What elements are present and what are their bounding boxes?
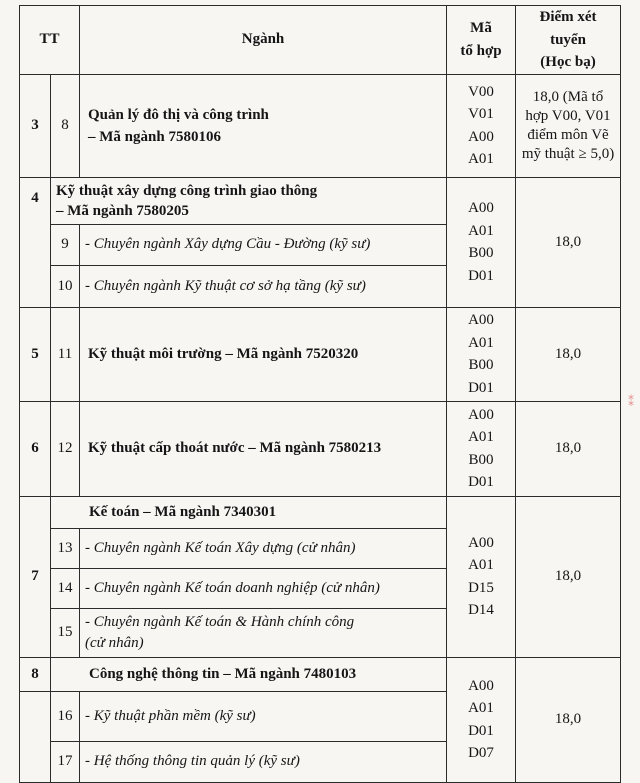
admission-score: 18,0 (Mã tổ hợp V00, V01 điểm môn Vẽ mỹ thuật ≥ 5,0) xyxy=(516,74,621,177)
row-stt: 10 xyxy=(51,265,80,307)
major-title: Kỹ thuật môi trường – Mã ngành 7520320 xyxy=(80,307,447,401)
row-tt: 6 xyxy=(20,401,51,496)
row-tt: 4 xyxy=(20,177,51,307)
specialization-label: - Kỹ thuật phần mềm (kỹ sư) xyxy=(80,691,447,741)
row-tt: 5 xyxy=(20,307,51,401)
header-tt: TT xyxy=(20,6,80,75)
row-stt: 17 xyxy=(51,741,80,782)
row-stt: 15 xyxy=(51,608,80,657)
specialization-label: - Hệ thống thông tin quản lý (kỹ sư) xyxy=(80,741,447,782)
header-nganh: Ngành xyxy=(80,6,447,75)
margin-handwritten-mark: ⁑ xyxy=(624,395,638,409)
admission-score: 18,0 xyxy=(516,307,621,401)
row-tt: 7 xyxy=(20,496,51,657)
subject-codes: V00 V01 A00 A01 xyxy=(447,74,516,177)
specialization-label: - Chuyên ngành Kế toán & Hành chính công (cử nhân) xyxy=(80,608,447,657)
row-stt: 12 xyxy=(51,401,80,496)
row-stt: 16 xyxy=(51,691,80,741)
specialization-label: - Chuyên ngành Kế toán doanh nghiệp (cử nhân) xyxy=(80,568,447,608)
row-tt: 3 xyxy=(20,74,51,177)
admission-score: 18,0 xyxy=(516,496,621,657)
row-tt: 8 xyxy=(20,657,51,691)
subject-codes: A00 A01 B00 D01 xyxy=(447,401,516,496)
table-row xyxy=(20,496,621,528)
table-row xyxy=(20,74,621,177)
table-row xyxy=(20,177,621,224)
admission-table xyxy=(19,5,621,783)
row-stt: 11 xyxy=(51,307,80,401)
subject-codes: A00 A01 B00 D01 xyxy=(447,307,516,401)
header-ma-to-hop: Mã tổ hợp xyxy=(447,6,516,75)
specialization-label: - Chuyên ngành Kỹ thuật cơ sở hạ tầng (kỹ sư) xyxy=(80,265,447,307)
row-stt: 13 xyxy=(51,528,80,568)
admission-score: 18,0 xyxy=(516,177,621,307)
table-row xyxy=(20,401,621,496)
row-tt-empty xyxy=(20,691,51,782)
admission-score: 18,0 xyxy=(516,401,621,496)
table-row xyxy=(20,307,621,401)
specialization-label: - Chuyên ngành Kế toán Xây dựng (cử nhân) xyxy=(80,528,447,568)
subject-codes: A00 A01 D15 D14 xyxy=(447,496,516,657)
table-header-row xyxy=(20,6,621,75)
specialization-label: - Chuyên ngành Xây dựng Cầu - Đường (kỹ sư) xyxy=(80,224,447,265)
row-stt: 9 xyxy=(51,224,80,265)
subject-codes: A00 A01 D01 D07 xyxy=(447,657,516,782)
table-row xyxy=(20,657,621,691)
major-title: Công nghệ thông tin – Mã ngành 7480103 xyxy=(51,657,447,691)
row-stt: 14 xyxy=(51,568,80,608)
admission-score: 18,0 xyxy=(516,657,621,782)
row-stt: 8 xyxy=(51,74,80,177)
major-title: Kế toán – Mã ngành 7340301 xyxy=(51,496,447,528)
header-diem-xet-tuyen: Điểm xét tuyển (Học bạ) xyxy=(516,6,621,75)
major-title: Kỹ thuật xây dựng công trình giao thông – Mã ngành 7580205 xyxy=(51,177,447,224)
major-title: Quản lý đô thị và công trình – Mã ngành 7580106 xyxy=(80,74,447,177)
major-title: Kỹ thuật cấp thoát nước – Mã ngành 7580213 xyxy=(80,401,447,496)
subject-codes: A00 A01 B00 D01 xyxy=(447,177,516,307)
